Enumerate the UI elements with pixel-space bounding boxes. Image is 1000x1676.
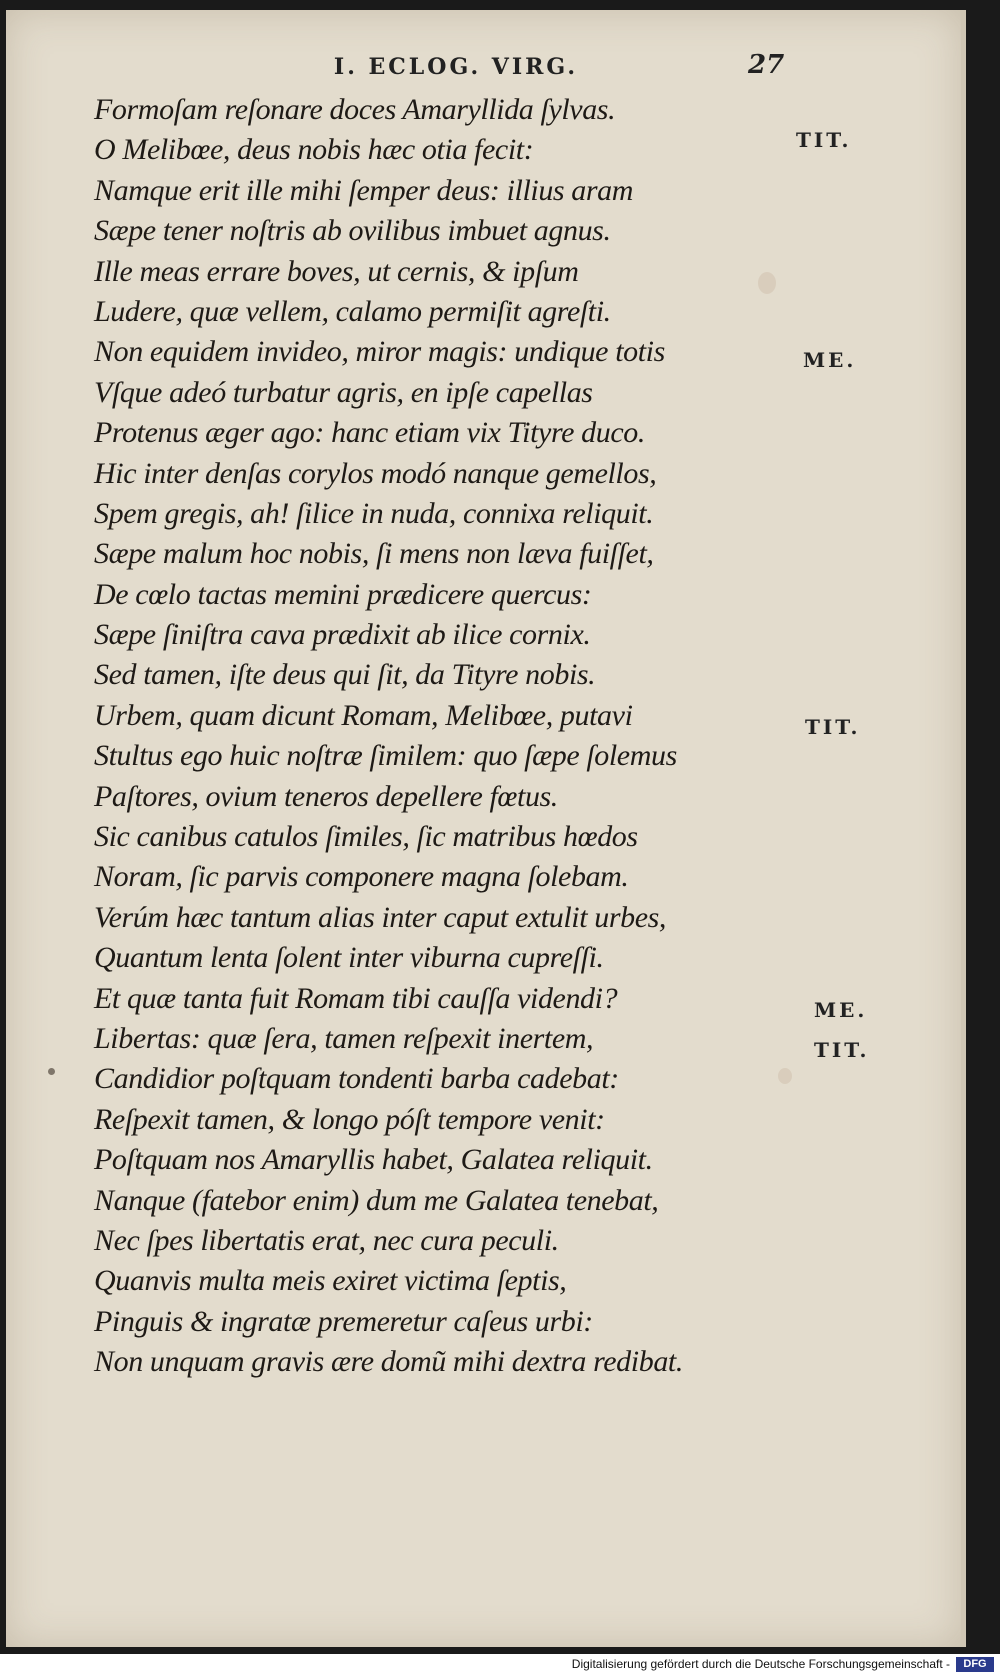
verse-line: Ille meas errare boves, ut cernis, & ipſum [94, 254, 579, 288]
book-page [6, 10, 961, 1647]
speaker-label: TIT. [805, 715, 861, 739]
verse-line: Stultus ego huic noſtræ ſimilem: quo ſæpe ſolemus [94, 739, 677, 773]
verse-line: Non unquam gravis ære domũ mihi dextra redibat. [94, 1345, 683, 1379]
verse-line: Verúm hæc tantum alias inter caput extulit urbes, [94, 900, 667, 934]
verse-line: Poſtquam nos Amaryllis habet, Galatea reliquit. [94, 1143, 653, 1177]
footer-bar [0, 1654, 1000, 1676]
verse-line: Spem gregis, ah! ſilice in nuda, connixa reliquit. [94, 496, 654, 530]
verse-line: De cœlo tactas memini prædicere quercus: [94, 577, 592, 611]
verse-block [94, 90, 814, 1383]
verse-line: Sæpe tener noſtris ab ovilibus imbuet agnus. [94, 214, 611, 248]
verse-line: Non equidem invideo, miror magis: undique totis [94, 335, 665, 369]
verse-line: Quanvis multa meis exiret victima ſeptis, [94, 1264, 567, 1298]
verse-line: Candidior poſtquam tondenti barba cadebat: [94, 1062, 619, 1096]
speaker-label: ME. [814, 998, 868, 1022]
verse-line: Et quæ tanta fuit Romam tibi cauſſa videndi? [94, 981, 618, 1015]
funding-credit: Digitalisierung gefördert durch die Deutsche Forschungsgemeinschaft - [571, 1657, 950, 1671]
verse-line: Sic canibus catulos ſimiles, ſic matribus hœdos [94, 820, 638, 854]
verse-line: Vſque adeó turbatur agris, en ipſe capellas [94, 375, 593, 409]
verse-line: Libertas: quæ ſera, tamen reſpexit inertem, [94, 1021, 594, 1055]
dfg-logo: DFG [956, 1657, 994, 1672]
speaker-label: ME. [803, 348, 857, 372]
speaker-label: TIT. [796, 128, 852, 152]
verse-line: Noram, ſic parvis componere magna ſolebam. [94, 860, 629, 894]
verse-line: Reſpexit tamen, & longo póſt tempore venit: [94, 1102, 605, 1136]
verse-line: Quantum lenta ſolent inter viburna cupreſſi. [94, 941, 604, 975]
verse-line: Formoſam reſonare doces Amaryllida ſylvas. [94, 93, 616, 126]
verse-line: Protenus æger ago: hanc etiam vix Tityre duco. [94, 416, 645, 450]
verse-line: Hic inter denſas corylos modó nanque gemellos, [94, 456, 657, 490]
verse-line: Namque erit ille mihi ſemper deus: illius aram [94, 173, 634, 207]
paper-stain [48, 1068, 55, 1075]
verse-line: Sæpe ſiniſtra cava prædixit ab ilice cornix. [94, 618, 591, 652]
page-number: 27 [748, 50, 785, 80]
verse-line: Ludere, quæ vellem, calamo permiſit agreſti. [94, 294, 611, 328]
verse-line: Paſtores, ovium teneros depellere fœtus. [94, 779, 558, 813]
verse-line: Sed tamen, iſte deus qui ſit, da Tityre nobis. [94, 658, 596, 692]
verse-line: O Melibœe, deus nobis hæc otia fecit: [94, 133, 534, 167]
verse-line: Sæpe malum hoc nobis, ſi mens non læva fuiſſet, [94, 537, 654, 571]
page-edge [961, 10, 966, 1647]
verse-line: Urbem, quam dicunt Romam, Melibœe, putavi [94, 698, 633, 732]
running-head: I. ECLOG. VIRG. [333, 54, 579, 80]
verse-line: Nanque (fatebor enim) dum me Galatea tenebat, [94, 1183, 659, 1217]
speaker-label: TIT. [814, 1038, 870, 1062]
verse-line: Pinguis & ingratæ premeretur caſeus urbi: [94, 1304, 593, 1338]
verse-line: Nec ſpes libertatis erat, nec cura peculi. [94, 1223, 559, 1257]
